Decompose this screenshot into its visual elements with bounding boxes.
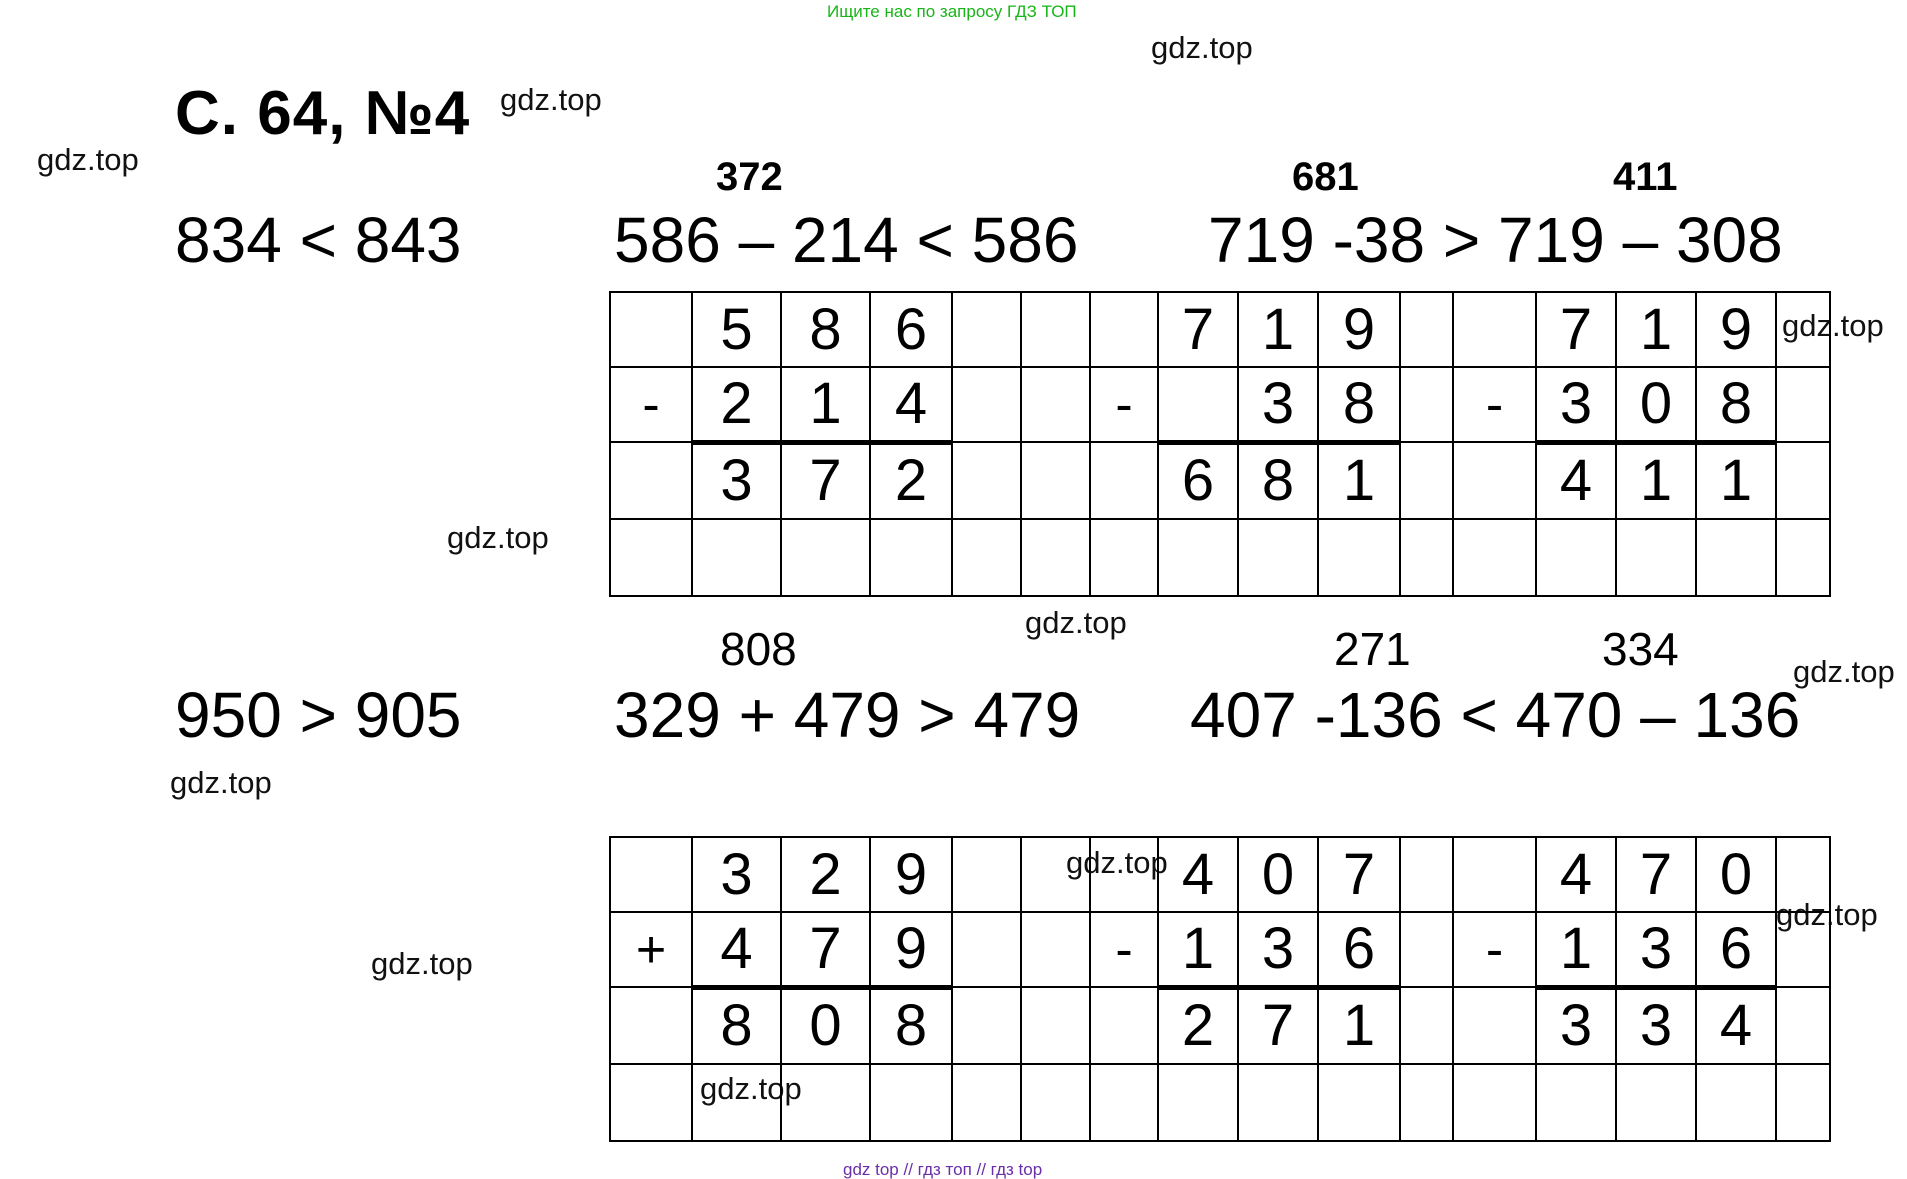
grid-cell: 4 (1536, 837, 1616, 912)
grid-cell (1090, 987, 1158, 1064)
grid-cell: 3 (1616, 987, 1696, 1064)
grid-cell (1400, 1064, 1453, 1141)
grid-cell: 6 (1696, 912, 1776, 987)
grid-cell (1021, 912, 1090, 987)
comparison-expression: 586 – 214 < 586 (614, 204, 1079, 276)
top-banner: Ищите нас по запросу ГДЗ ТОП (827, 2, 1077, 21)
grid-cell: 7 (1536, 292, 1616, 367)
grid-cell (1616, 1064, 1696, 1141)
grid-cell (1400, 442, 1453, 519)
grid-cell (1400, 912, 1453, 987)
grid-cell (1400, 837, 1453, 912)
grid-row (610, 1064, 1830, 1141)
grid-cell (1021, 837, 1090, 912)
grid-cell (1776, 912, 1830, 987)
grid-cell (1536, 519, 1616, 596)
grid-cell: 9 (870, 837, 952, 912)
grid-cell (1021, 442, 1090, 519)
grid-cell: - (1453, 367, 1536, 442)
grid-cell (952, 837, 1021, 912)
grid-cell (781, 1064, 870, 1141)
grid-cell (1453, 519, 1536, 596)
watermark: gdz.top (1066, 845, 1168, 880)
grid-cell: 3 (1536, 987, 1616, 1064)
grid-cell: 7 (781, 912, 870, 987)
grid-cell: 3 (1238, 367, 1318, 442)
grid-cell: 3 (1616, 912, 1696, 987)
grid-cell: 7 (1318, 837, 1400, 912)
grid-cell (610, 987, 692, 1064)
grid-cell: 2 (1158, 987, 1238, 1064)
watermark: gdz.top (170, 765, 272, 800)
grid-cell (952, 367, 1021, 442)
grid-cell (1090, 442, 1158, 519)
grid-cell (1021, 292, 1090, 367)
comparison-expression: 407 -136 < 470 – 136 (1190, 679, 1801, 751)
grid-cell: - (1090, 367, 1158, 442)
footer-links: gdz top // гдз топ // гдз top (843, 1160, 1043, 1179)
grid-row (610, 292, 1830, 367)
grid-cell (870, 1064, 952, 1141)
watermark: gdz.top (1782, 308, 1884, 343)
grid-cell (952, 1064, 1021, 1141)
watermark: gdz.top (37, 142, 139, 177)
grid-cell: 9 (1318, 292, 1400, 367)
grid-cell (1021, 987, 1090, 1064)
comparison-expression: 950 > 905 (175, 679, 462, 751)
grid-cell: 4 (1536, 442, 1616, 519)
grid-cell: 3 (1238, 912, 1318, 987)
grid-cell: 8 (870, 987, 952, 1064)
grid-cell (1453, 1064, 1536, 1141)
grid-cell (952, 442, 1021, 519)
grid-cell (870, 519, 952, 596)
grid-cell (1453, 987, 1536, 1064)
grid-cell (1090, 1064, 1158, 1141)
grid-cell: 3 (692, 442, 781, 519)
answer-label: 411 (1613, 155, 1678, 199)
grid-cell (1616, 519, 1696, 596)
grid-cell: 1 (1238, 292, 1318, 367)
grid-cell: 9 (1696, 292, 1776, 367)
grid-cell (1776, 292, 1830, 367)
grid-cell: 8 (1318, 367, 1400, 442)
grid-cell: 2 (692, 367, 781, 442)
grid-row (610, 367, 1830, 442)
grid-cell (610, 1064, 692, 1141)
watermark: gdz.top (1151, 30, 1253, 65)
watermark: gdz.top (700, 1071, 802, 1106)
watermark: gdz.top (500, 82, 602, 117)
answer-label: 681 (1292, 155, 1359, 199)
column-arithmetic-grid (609, 836, 1831, 1142)
grid-row (610, 987, 1830, 1064)
grid-cell: 1 (1158, 912, 1238, 987)
grid-cell: - (1090, 912, 1158, 987)
grid-cell: 8 (781, 292, 870, 367)
grid-cell (1776, 1064, 1830, 1141)
grid-cell (610, 837, 692, 912)
answer-label: 271 (1334, 623, 1411, 675)
grid-cell (952, 987, 1021, 1064)
grid-cell: 1 (1616, 292, 1696, 367)
grid-row (610, 912, 1830, 987)
grid-cell (1318, 1064, 1400, 1141)
grid-cell: - (1453, 912, 1536, 987)
grid-cell: 1 (1696, 442, 1776, 519)
grid-cell: + (610, 912, 692, 987)
grid-cell: 4 (1696, 987, 1776, 1064)
grid-cell: 7 (781, 442, 870, 519)
grid-cell: 6 (1318, 912, 1400, 987)
grid-cell (781, 519, 870, 596)
answer-label: 808 (720, 623, 797, 675)
grid-cell (1400, 987, 1453, 1064)
grid-cell: 0 (1238, 837, 1318, 912)
grid-cell (1400, 367, 1453, 442)
grid-cell: 7 (1158, 292, 1238, 367)
grid-cell (692, 1064, 781, 1141)
watermark: gdz.top (447, 520, 549, 555)
grid-cell (1318, 519, 1400, 596)
grid-cell (1158, 367, 1238, 442)
watermark: gdz.top (1025, 605, 1127, 640)
column-arithmetic-grid (609, 291, 1831, 597)
grid-cell: 1 (781, 367, 870, 442)
grid-cell: 0 (781, 987, 870, 1064)
grid-cell (1090, 519, 1158, 596)
watermark: gdz.top (371, 946, 473, 981)
grid-cell (1776, 519, 1830, 596)
grid-cell: 3 (692, 837, 781, 912)
grid-cell (1238, 1064, 1318, 1141)
grid-cell: 6 (1158, 442, 1238, 519)
comparison-expression: 719 -38 > 719 – 308 (1208, 204, 1783, 276)
grid-cell (1090, 292, 1158, 367)
grid-cell (1400, 519, 1453, 596)
grid-cell (1453, 837, 1536, 912)
grid-cell (610, 442, 692, 519)
grid-cell: 8 (692, 987, 781, 1064)
grid-row (610, 519, 1830, 596)
answer-label: 334 (1602, 623, 1679, 675)
grid-cell (1536, 1064, 1616, 1141)
grid-cell (1776, 442, 1830, 519)
grid-cell (1021, 367, 1090, 442)
grid-cell (1453, 292, 1536, 367)
comparison-expression: 834 < 843 (175, 204, 462, 276)
grid-cell: 7 (1616, 837, 1696, 912)
grid-cell: 9 (870, 912, 952, 987)
grid-cell: 4 (870, 367, 952, 442)
grid-cell: 1 (1318, 442, 1400, 519)
grid-cell (1158, 1064, 1238, 1141)
grid-cell (1400, 292, 1453, 367)
grid-cell: 2 (870, 442, 952, 519)
watermark: gdz.top (1776, 897, 1878, 932)
grid-cell (1021, 1064, 1090, 1141)
grid-row (610, 442, 1830, 519)
grid-cell (1238, 519, 1318, 596)
grid-cell (1158, 519, 1238, 596)
grid-cell: 8 (1696, 367, 1776, 442)
grid-cell: 0 (1616, 367, 1696, 442)
grid-cell: 7 (1238, 987, 1318, 1064)
grid-row (610, 837, 1830, 912)
page-title: С. 64, №4 (175, 79, 471, 148)
grid-cell (952, 912, 1021, 987)
grid-cell: 3 (1536, 367, 1616, 442)
grid-cell: 1 (1536, 912, 1616, 987)
grid-cell (1776, 837, 1830, 912)
grid-cell (692, 519, 781, 596)
grid-cell: 4 (1158, 837, 1238, 912)
grid-cell (952, 292, 1021, 367)
grid-cell: - (610, 367, 692, 442)
grid-cell: 2 (781, 837, 870, 912)
grid-cell (1776, 987, 1830, 1064)
grid-cell: 8 (1238, 442, 1318, 519)
grid-cell (1090, 837, 1158, 912)
watermark: gdz.top (1793, 654, 1895, 689)
grid-cell: 1 (1318, 987, 1400, 1064)
comparison-expression: 329 + 479 > 479 (614, 679, 1081, 751)
grid-cell: 4 (692, 912, 781, 987)
grid-cell: 1 (1616, 442, 1696, 519)
grid-cell (1696, 1064, 1776, 1141)
grid-cell (952, 519, 1021, 596)
grid-cell (1776, 367, 1830, 442)
grid-cell (1696, 519, 1776, 596)
grid-cell: 6 (870, 292, 952, 367)
grid-cell (610, 292, 692, 367)
grid-cell (1021, 519, 1090, 596)
grid-cell: 5 (692, 292, 781, 367)
grid-cell: 0 (1696, 837, 1776, 912)
grid-cell (1453, 442, 1536, 519)
answer-label: 372 (716, 155, 783, 199)
grid-cell (610, 519, 692, 596)
